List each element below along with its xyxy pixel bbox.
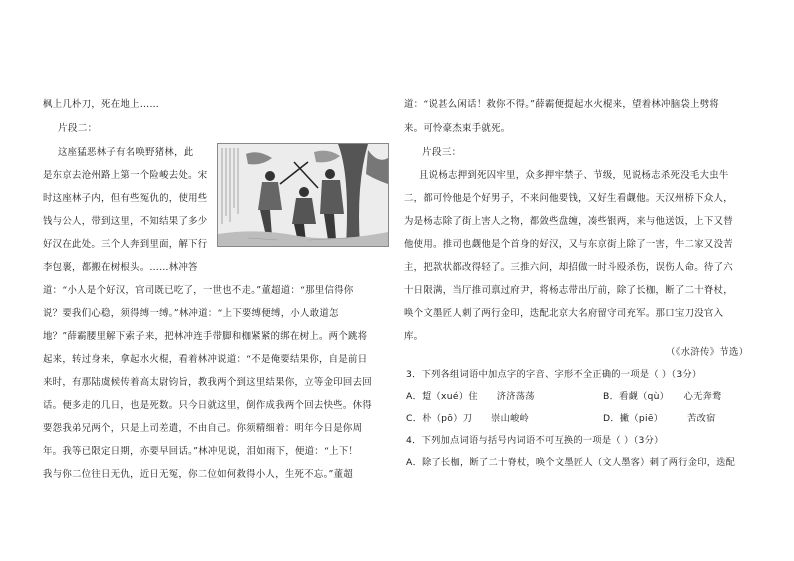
text-line: 要怨我弟兄两个，只是上司差遣，不由自己。你须精细着：明年今日是你周 <box>43 423 363 434</box>
text-line: 且说杨志押到死囚牢里，众多押牢禁子、节级，见说杨志杀死没毛大虫牛 <box>419 170 729 181</box>
text-line: 我与你二位往日无仇，近日无冤，你二位如何救得小人，生死不忘。”董超 <box>43 469 354 480</box>
option-b: B．看觑（qù） 心无奔鹜 <box>603 391 722 402</box>
text-line: 时这座林子内，但有些冤仇的，使用些 <box>43 193 208 204</box>
text-line: 来。可怜豪杰束手就死。 <box>404 123 511 134</box>
text-line: 说？要我们心稳，须得缚一缚。”林冲道：“上下要缚便缚，小人敢道怎 <box>43 308 339 319</box>
question-3: 3．下列各组词语中加点字的字音、字形不全正确的一项是（ ）（3分） <box>406 369 702 380</box>
text-line: 话。便多走的几日，也是死数。只今日就这里，倒作成我两个回去快些。休得 <box>43 400 372 411</box>
option-d: D．撇（piē） 苦改宿 <box>603 413 716 424</box>
text-line: 枫上几朴刀，死在地上…… <box>43 99 160 110</box>
text-line: 库。 <box>404 331 424 342</box>
text-line: 十日限满，当厅推司禀过府尹，将杨志带出厅前，除了长枷，断了二十脊杖， <box>404 285 733 296</box>
text-line: 唤个文墨匠人刺了两行金印，迭配北京大名府留守司充军。那口宝刀没官入 <box>404 308 724 319</box>
option-c: C．朴（pō）刀 崇山峻岭 <box>406 413 530 424</box>
section-heading: 片段二： <box>58 123 98 134</box>
text-line: 道：“小人是个好汉，官司既已吃了，一世也不走。”董超道：“那里信得你 <box>43 285 354 296</box>
text-line: 来时，有那陆虞候传着高太尉钧旨，教我两个到这里结果你，立等金印回去回 <box>43 377 372 388</box>
text-line: 地？”薛霸腰里解下索子来，把林冲连手带脚和枷紧紧的绑在树上。两个跳将 <box>43 331 368 342</box>
text-line: 为是杨志除了街上害人之物，都敛些盘缠，凑些银两，来与他送饭，上下又替 <box>404 216 733 227</box>
section-heading: 片段三： <box>422 147 462 158</box>
option-a-text: A．除了长枷，断了二十脊杖，唤个文墨匠人（文人墨客）刺了两行金印，迭配 <box>406 457 736 468</box>
question-4: 4．下列加点词语与括号内词语不可互换的一项是（ ）（3分） <box>406 435 664 446</box>
text-line: 钱与公人，带到这里，不知结果了多少 <box>43 216 208 227</box>
source-citation: （《水浒传》节选） <box>666 347 749 358</box>
text-line: 年。我等已限定日期，亦要早回话。”林冲见说，泪如雨下，便道：“上下！ <box>43 446 359 457</box>
text-line: 起来，转过身来，拿起水火棍，看着林冲说道：“不是俺要结果你，自是前日 <box>43 354 368 365</box>
text-line: 主，把款状都改得轻了。三推六问，却招做一时斗殴杀伤，误伤人命。待了六 <box>404 262 733 273</box>
text-line: 道：“说甚么闲话！救你不得。”薛霸便提起水火棍来，望着林冲脑袋上劈将 <box>404 99 720 110</box>
text-line: 他使用。推司也觑他是个首身的好汉，又与东京街上除了一害，牛二家又没苦 <box>404 239 733 250</box>
text-line: 二，都可怜他是个好男子，不来问他要钱，又好生看觑他。天汉州桥下众人， <box>404 193 733 204</box>
text-line: 这座猛恶林子有名唤野猪林，此 <box>58 147 194 158</box>
illustration <box>217 143 389 247</box>
option-a: A．踅（xué）住 济济荡荡 <box>406 391 535 402</box>
text-line: 好汉在此处。三个人奔到里面，解下行 <box>43 239 208 250</box>
text-line: 李包裹，都搬在树根头。……林冲答 <box>43 262 198 273</box>
text-line: 是东京去沧州路上第一个险峻去处。宋 <box>43 170 208 181</box>
